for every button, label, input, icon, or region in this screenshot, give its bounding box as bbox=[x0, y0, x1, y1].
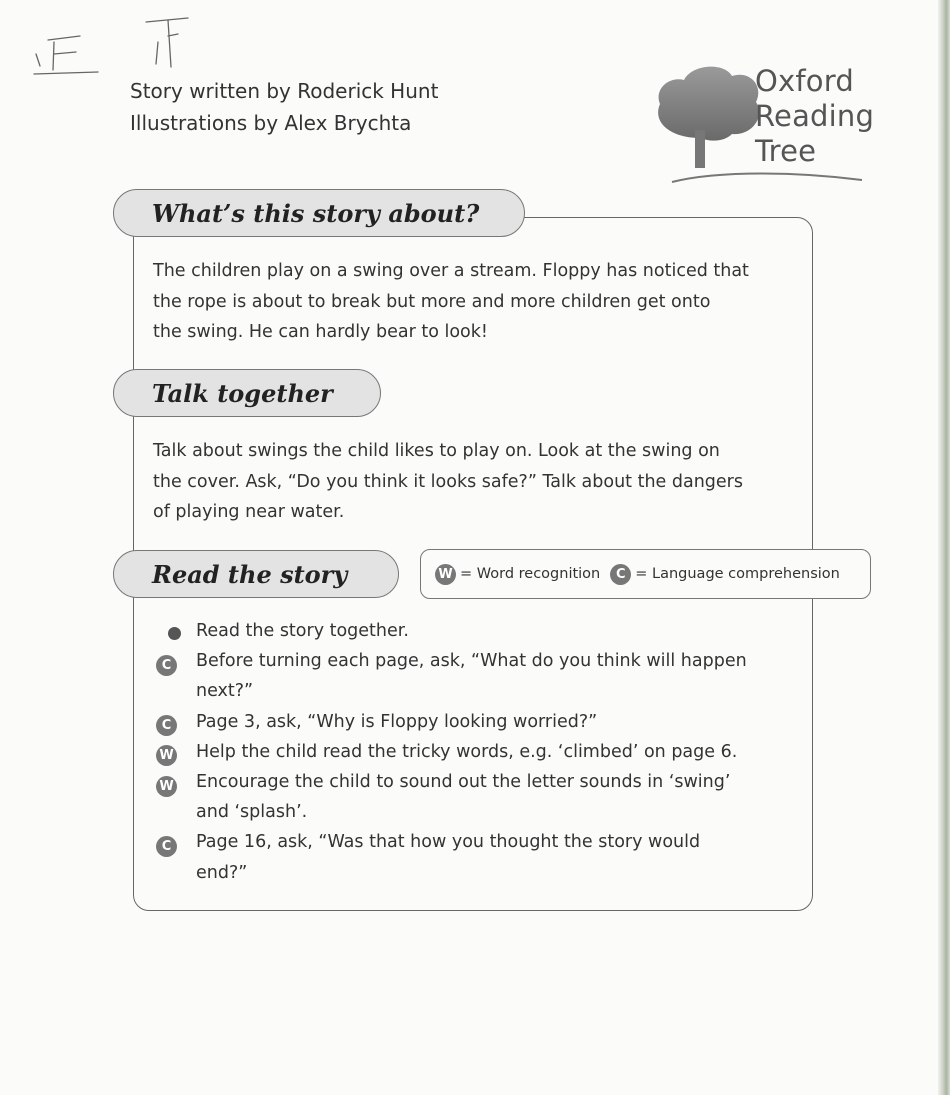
list-item: C Page 3, ask, “Why is Floppy looking worried?” bbox=[153, 707, 803, 737]
list-item: W Encourage the child to sound out the letter sounds in ‘swing’ and ‘splash’. bbox=[153, 767, 803, 827]
bullet-icon bbox=[168, 627, 181, 640]
author-credit: Story written by Roderick Hunt bbox=[130, 79, 439, 103]
comprehension-badge-icon: C bbox=[156, 836, 177, 857]
list-item: W Help the child read the tricky words, e.g. ‘climbed’ on page 6. bbox=[153, 737, 803, 767]
logo-wordmark: Oxford Reading Tree bbox=[755, 64, 875, 168]
section-heading-about: What’s this story about? bbox=[113, 189, 525, 237]
page-edge bbox=[938, 0, 950, 1095]
about-paragraph: The children play on a swing over a stream. Floppy has noticed that the rope is about to break but more and more children get onto the swing. He can hardly bear to look! bbox=[153, 261, 749, 342]
list-item: Read the story together. bbox=[153, 616, 803, 646]
list-item: C Page 16, ask, “Was that how you thought the story would end?” bbox=[153, 827, 803, 887]
illustrator-credit: Illustrations by Alex Brychta bbox=[130, 111, 412, 135]
language-comprehension-label: = Language comprehension bbox=[635, 566, 840, 582]
section-heading-talk: Talk together bbox=[113, 369, 381, 417]
word-recognition-label: = Word recognition bbox=[460, 566, 601, 582]
list-item: C Before turning each page, ask, “What do you think will happen next?” bbox=[153, 646, 803, 706]
word-recognition-badge-icon: W bbox=[435, 564, 456, 585]
word-recognition-badge-icon: W bbox=[156, 776, 177, 797]
comprehension-badge-icon: C bbox=[156, 715, 177, 736]
credits bbox=[130, 75, 438, 139]
reading-steps-list bbox=[153, 616, 803, 888]
language-comprehension-badge-icon: C bbox=[610, 564, 631, 585]
talk-paragraph: Talk about swings the child likes to play on. Look at the swing on the cover. Ask, “Do you think it looks safe?” Talk about the dangers of playing near water. bbox=[153, 441, 743, 522]
comprehension-badge-icon: C bbox=[156, 655, 177, 676]
legend-box bbox=[420, 549, 871, 599]
section-heading-read: Read the story bbox=[113, 550, 399, 598]
word-recognition-badge-icon: W bbox=[156, 745, 177, 766]
